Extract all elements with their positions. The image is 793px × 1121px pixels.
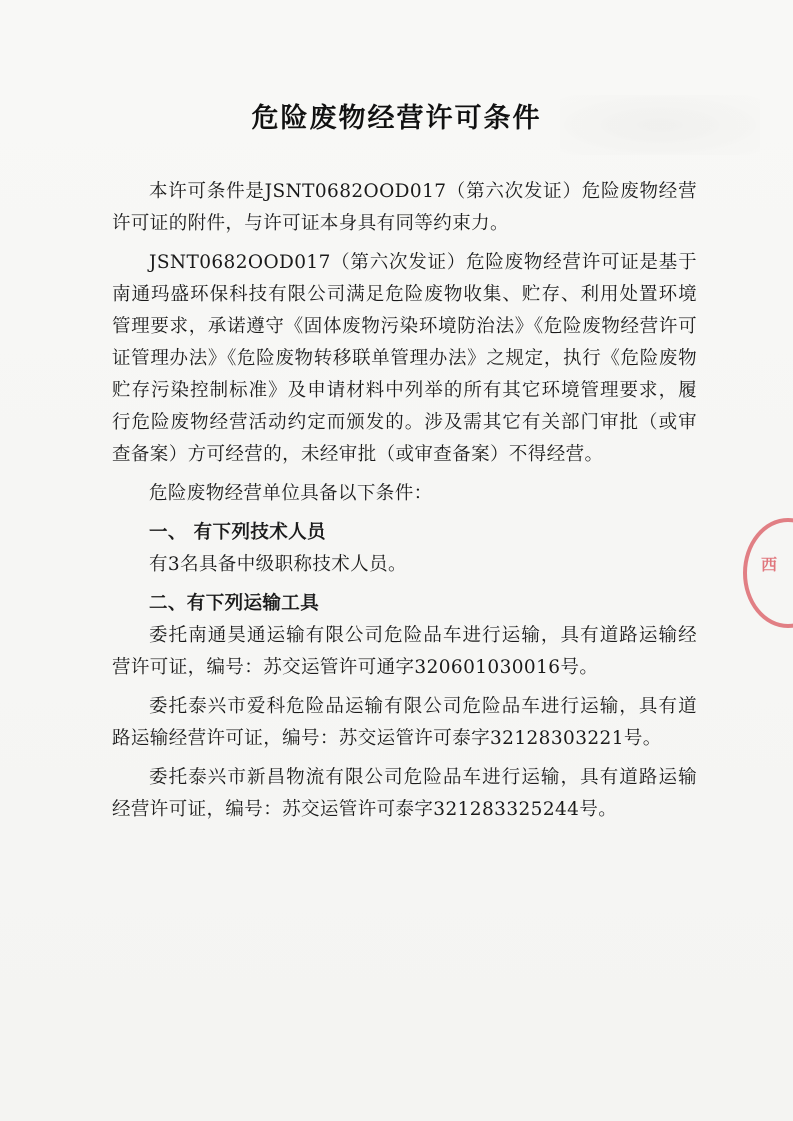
red-seal-stamp [743,518,793,628]
section-heading-transport: 二、有下列运输工具 [149,593,320,614]
paragraph-technical-staff: 有3名具备中级职称技术人员。 [149,554,407,575]
paragraph-transport-3: 委托泰兴市新昌物流有限公司危险品车进行运输，具有道路运输经营许可证，编号：苏交运管许可泰字321283325244号。 [112,767,697,820]
paragraph-transport-2: 委托泰兴市爱科危险品运输有限公司危险品车进行运输，具有道路运输经营许可证，编号：苏交运管许可泰字32128303221号。 [112,696,697,749]
paragraph-basis: JSNT0682OOD017（第六次发证）危险废物经营许可证是基于南通玛盛环保科技有限公司满足危险废物收集、贮存、利用处置环境管理要求，承诺遵守《固体废物污染环境防治法》《危险废物经营许可证管理办法》《危险废物转移联单管理办法》之规定，执行《危险废物贮存污染控制标准》及申请材料中列举的所有其它环境管理要求，履行危险废物经营活动约定而颁发的。涉及需其它有关部门审批（或审查备案）方可经营的，未经审批（或审查备案）不得经营。 [112,252,697,465]
paragraph-transport-1: 委托南通昊通运输有限公司危险品车进行运输，具有道路运输经营许可证，编号：苏交运管许可通字320601030016号。 [112,625,697,678]
paragraph-intro: 本许可条件是JSNT0682OOD017（第六次发证）危险废物经营许可证的附件，与许可证本身具有同等约束力。 [112,181,697,234]
document-body [112,176,697,826]
seal-text: 西 [761,555,778,574]
document-title: 危险废物经营许可条件 [251,103,542,134]
section-heading-technical-staff: 一、 有下列技术人员 [149,522,326,543]
paragraph-conditions-lead: 危险废物经营单位具备以下条件： [149,483,433,504]
